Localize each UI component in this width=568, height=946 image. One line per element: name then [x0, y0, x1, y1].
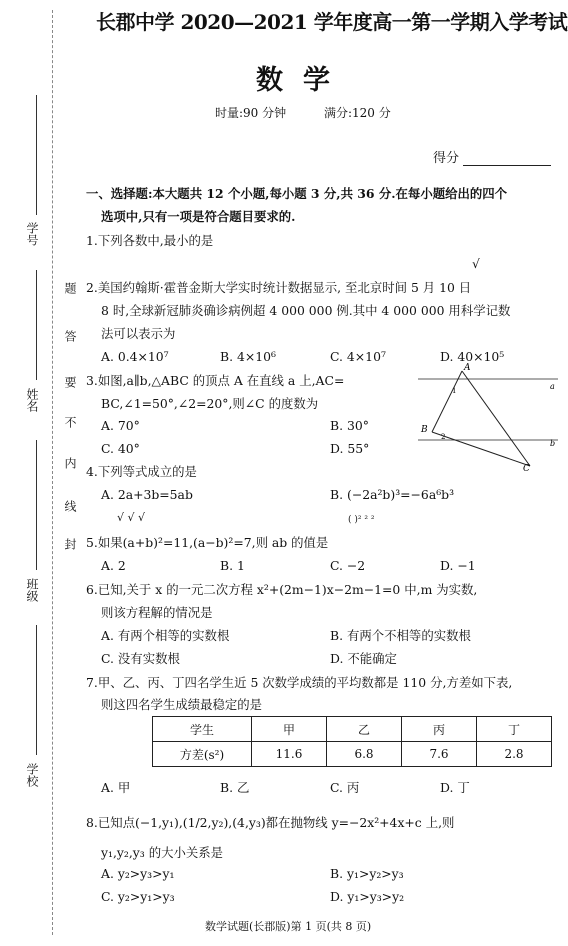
label-b-point: B	[421, 425, 428, 435]
q7-option-b: B. 乙	[220, 780, 250, 795]
page-footer: 数学试题(长郡版)第 1 页(共 8 页)	[205, 920, 372, 933]
table-cell: 方差(s²)	[153, 742, 252, 767]
xuehao-line	[36, 95, 37, 215]
seal-char: 封	[63, 538, 77, 550]
xuexiao-line	[36, 625, 37, 755]
stray-mark: ( )² ² ²	[348, 515, 375, 525]
q7-option-a: A. 甲	[101, 780, 131, 795]
table-cell: 7.6	[402, 742, 477, 767]
table-cell: 11.6	[252, 742, 327, 767]
q4-option-b: B. (−2a²b)³=−6a⁶b³	[330, 487, 455, 502]
stray-mark: √ √ √	[117, 511, 146, 524]
q4-stem: 4.下列等式成立的是	[86, 464, 197, 479]
subject-title: 数学	[256, 65, 350, 96]
label-line-a: a	[550, 382, 555, 391]
xuehao-label: 学号	[25, 222, 39, 246]
q3-option-b: B. 30°	[330, 418, 369, 433]
q2-option-a: A. 0.4×10⁷	[101, 349, 169, 364]
time-limit: 时量:90 分钟	[215, 106, 287, 120]
table-header-row	[153, 717, 552, 742]
label-angle-1: 1	[452, 387, 457, 395]
q7-line2: 则这四名学生成绩最稳定的是	[101, 697, 263, 712]
seal-char: 不	[63, 416, 77, 428]
q5-option-d: D. −1	[440, 558, 476, 573]
label-c-point: C	[523, 464, 530, 472]
section-heading-2: 选项中,只有一项是符合题目要求的.	[101, 209, 296, 224]
table-cell: 6.8	[327, 742, 402, 767]
xuexiao-label: 学校	[25, 763, 39, 787]
q6-line1: 6.已知,关于 x 的一元二次方程 x²+(2m−1)x−2m−1=0 中,m 为实数,	[86, 582, 478, 597]
table-cell: 丙	[402, 717, 477, 742]
variance-table	[152, 716, 552, 767]
xingming-label: 姓名	[25, 388, 39, 412]
q8-line1: 8.已知点(−1,y₁),(1/2,y₂),(4,y₃)都在抛物线 y=−2x²+4x+c 上,则	[86, 815, 455, 830]
stray-mark: √	[472, 256, 480, 271]
table-cell: 丁	[477, 717, 552, 742]
table-cell: 2.8	[477, 742, 552, 767]
q4-option-a: A. 2a+3b=5ab	[101, 487, 193, 502]
score-label: 得分	[433, 151, 460, 166]
table-cell: 甲	[252, 717, 327, 742]
q6-option-d: D. 不能确定	[330, 651, 397, 666]
q5-option-b: B. 1	[220, 558, 245, 573]
binding-dashed-line	[52, 10, 53, 935]
q7-option-d: D. 丁	[440, 780, 470, 795]
q2-line1: 2.美国约翰斯·霍普金斯大学实时统计数据显示, 至北京时间 5 月 10 日	[86, 280, 472, 295]
label-a-point: A	[464, 363, 471, 373]
q3-option-c: C. 40°	[101, 441, 140, 456]
q8-option-b: B. y₁>y₂>y₃	[330, 866, 404, 881]
q2-line3: 法可以表示为	[101, 326, 176, 341]
banji-line	[36, 440, 37, 570]
seal-char: 答	[63, 330, 77, 342]
q2-option-b: B. 4×10⁶	[220, 349, 276, 364]
q3-option-d: D. 55°	[330, 441, 370, 456]
q2-line2: 8 时,全球新冠肺炎确诊病例超 4 000 000 例.其中 4 000 000 用科学记数	[101, 303, 511, 318]
exam-meta	[215, 104, 425, 121]
side-ab	[432, 371, 462, 432]
table-cell: 乙	[327, 717, 402, 742]
q5-option-c: C. −2	[330, 558, 366, 573]
table-cell: 学生	[153, 717, 252, 742]
q3-option-a: A. 70°	[101, 418, 140, 433]
exam-title: 长郡中学 2020—2021 学年度高一第一学期入学考试	[96, 10, 568, 34]
q2-option-c: C. 4×10⁷	[330, 349, 386, 364]
q7-line1: 7.甲、乙、丙、丁四名学生近 5 次数学成绩的平均数都是 110 分,方差如下表,	[86, 675, 513, 690]
q8-option-d: D. y₁>y₃>y₂	[330, 889, 405, 904]
q8-option-c: C. y₂>y₁>y₃	[101, 889, 175, 904]
q6-option-b: B. 有两个不相等的实数根	[330, 628, 471, 643]
label-line-b: b	[550, 439, 556, 448]
q6-line2: 则该方程解的情况是	[101, 605, 213, 620]
seal-char: 题	[63, 282, 77, 294]
seal-char: 线	[63, 500, 77, 512]
full-score: 满分:120 分	[323, 106, 391, 120]
q7-option-c: C. 丙	[330, 780, 360, 795]
score-blank[interactable]	[463, 151, 551, 166]
q2-option-d: D. 40×10⁵	[440, 349, 505, 364]
q5-option-a: A. 2	[101, 558, 126, 573]
banji-label: 班级	[25, 578, 39, 602]
label-angle-2: 2	[441, 433, 446, 441]
seal-char: 要	[63, 376, 77, 388]
q8-option-a: A. y₂>y₃>y₁	[101, 866, 175, 881]
seal-char: 内	[63, 457, 77, 469]
q6-option-a: A. 有两个相等的实数根	[101, 628, 230, 643]
q1-stem: 1.下列各数中,最小的是	[86, 233, 214, 248]
table-row	[153, 742, 552, 767]
score-field[interactable]	[433, 147, 551, 166]
q3-line1: 3.如图,a∥b,△ABC 的顶点 A 在直线 a 上,AC=	[86, 373, 345, 388]
q6-option-c: C. 没有实数根	[101, 651, 180, 666]
side-bc	[432, 432, 530, 466]
xingming-line	[36, 270, 37, 380]
q8-line2: y₁,y₂,y₃ 的大小关系是	[101, 845, 224, 860]
section-heading-1: 一、选择题:本大题共 12 个小题,每小题 3 分,共 36 分.在每小题给出的四个	[86, 186, 508, 201]
q5-stem: 5.如果(a+b)²=11,(a−b)²=7,则 ab 的值是	[86, 535, 329, 550]
q3-line2: BC,∠1=50°,∠2=20°,则∠C 的度数为	[101, 396, 319, 411]
triangle-figure	[418, 360, 563, 472]
side-ac	[462, 371, 530, 466]
